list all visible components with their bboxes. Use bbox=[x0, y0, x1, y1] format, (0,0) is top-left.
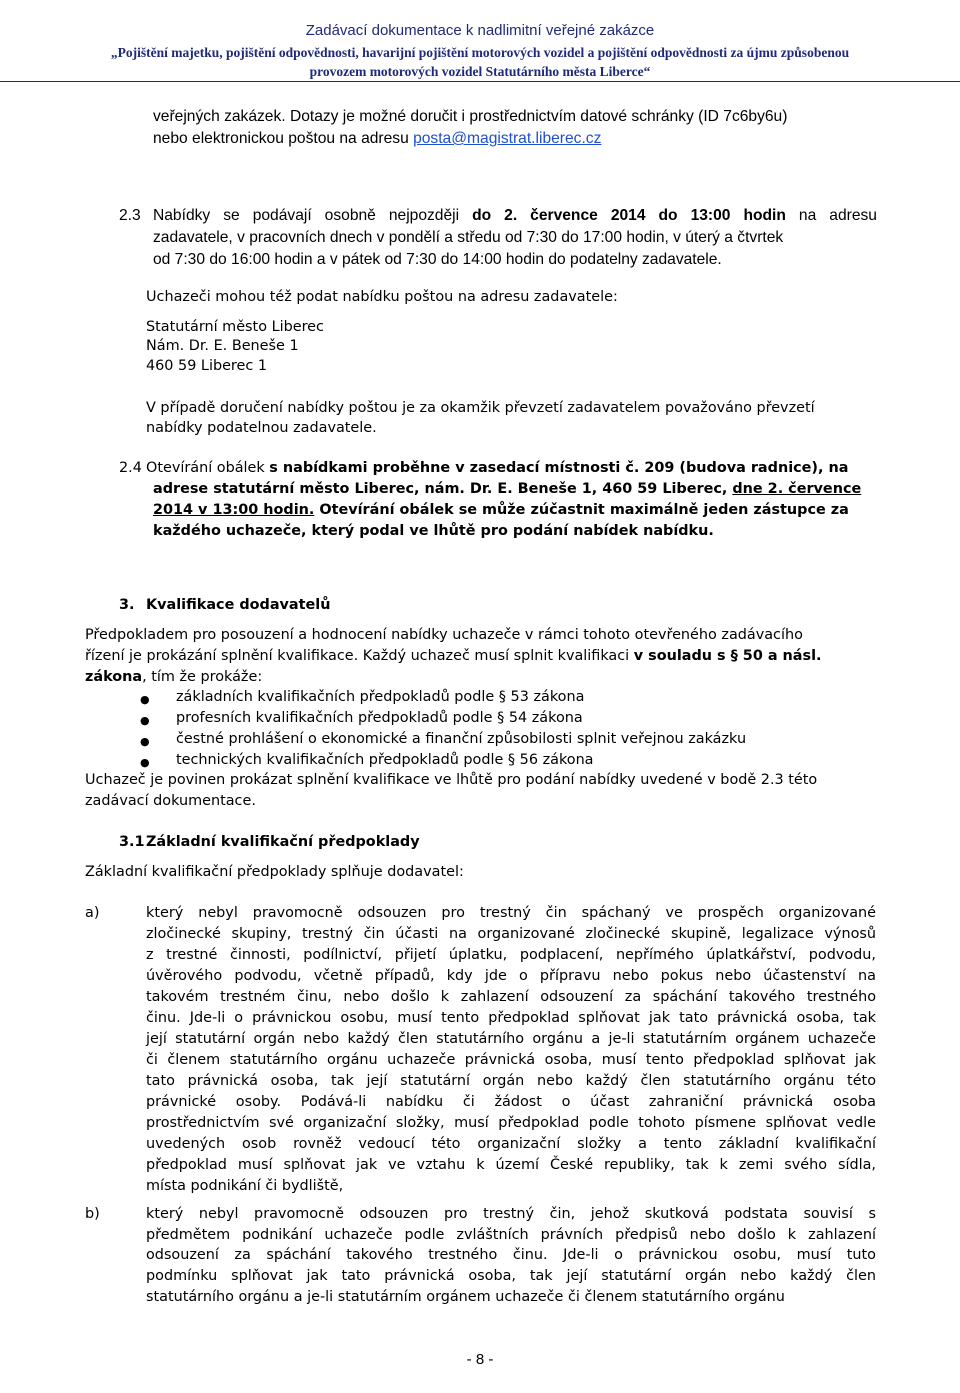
address-line1: Statutární město Liberec bbox=[146, 319, 324, 335]
bullet-item: základních kvalifikačních předpokladů podle § 53 zákona bbox=[176, 689, 585, 705]
paragraph-line: takovém trestném činu, nebo došlo k zahlazení odsouzení za spáchání takového trestného bbox=[146, 989, 876, 1005]
bullet-item: technických kvalifikačních předpokladů podle § 56 zákona bbox=[176, 752, 594, 768]
item-a-marker: a) bbox=[85, 905, 100, 921]
header-subtitle-line2: provozem motorových vozidel Statutárního města Liberce“ bbox=[309, 64, 651, 79]
header-title: Zadávací dokumentace k nadlimitní veřejné zakázce bbox=[305, 22, 655, 39]
paragraph-line: který nebyl pravomocně odsouzen pro trestný čin, jehož skutková podstata souvisí s bbox=[146, 1206, 876, 1222]
paragraph-line: její statutární orgán nebo každý člen statutárního orgánu a je-li statutárním orgánem uchazeče bbox=[146, 1031, 876, 1047]
bullet-icon: ● bbox=[140, 735, 150, 748]
paragraph-line: předmětem podnikání uchazeče podle zvláštních právních předpisů nebo došlo k zahlazení bbox=[146, 1226, 876, 1243]
paragraph-line: odsouzení za spáchání takového trestného činu. Jde-li o právnickou osobu, musí tuto bbox=[146, 1247, 876, 1264]
bullet-item: čestné prohlášení o ekonomické a finanční způsobilosti splnit veřejnou zakázku bbox=[176, 731, 747, 747]
bullet-item: profesních kvalifikačních předpokladů podle § 54 zákona bbox=[176, 710, 583, 726]
section-3-para1-line2: řízení je prokázání splnění kvalifikace. Každý uchazeč musí splnit kvalifikaci v souladu s § 50 a násl. bbox=[85, 648, 822, 664]
section-2-4-number: 2.4 bbox=[119, 460, 142, 476]
paragraph-line: činu. Jde-li o právnickou osobu, musí tento předpoklad splňovat jak tato právnická osoba, tak bbox=[146, 1010, 876, 1026]
top-para-line2: nebo elektronickou poštou na adresu posta@magistrat.liberec.cz bbox=[153, 130, 602, 147]
paragraph-line: místa podnikání či bydliště, bbox=[146, 1178, 344, 1194]
section-3-number: 3. bbox=[119, 597, 135, 613]
header-rule bbox=[0, 81, 960, 82]
address-line3: 460 59 Liberec 1 bbox=[146, 358, 268, 374]
paragraph-line: či členem statutárního orgánu uchazeče právnická osoba, musí tento předpoklad splňovat jak bbox=[146, 1052, 876, 1068]
section-3-para1-line1: Předpokladem pro posouzení a hodnocení nabídky uchazeče v rámci tohoto otevřeného zadávacího bbox=[85, 627, 803, 643]
section-3-para1-line3: zákona, tím že prokáže: bbox=[85, 669, 263, 685]
paragraph-line: zločinecké skupiny, trestný čin účasti na organizované zločinecké skupině, legalizace výnosů bbox=[146, 926, 876, 942]
section-3-1-number: 3.1 bbox=[119, 834, 145, 850]
top-para-line1: veřejných zakázek. Dotazy je možné doručit i prostřednictvím datové schránky (ID 7c6by6u) bbox=[153, 108, 788, 125]
section-2-4-line1: Otevírání obálek s nabídkami proběhne v zasedací místnosti č. 209 (budova radnice), na bbox=[146, 460, 849, 476]
section-2-3-line1: Nabídky se podávají osobně nejpozději do 2. července 2014 do 13:00 hodin na adresu bbox=[153, 207, 877, 224]
paragraph-line: úvěrového podvodu, včetně případů, kdy jde o přípravu nebo pokus nebo účastenství na bbox=[146, 968, 876, 984]
post-note-line2: nabídky podatelnou zadavatele. bbox=[146, 420, 377, 436]
item-b-marker: b) bbox=[85, 1206, 100, 1222]
paragraph-line: uvedených osob rovněž vedoucí této organizační složky a tento základní kvalifikační bbox=[146, 1136, 876, 1152]
bullet-icon: ● bbox=[140, 693, 150, 706]
paragraph-line: právnické osoby. Podává-li nabídku či žádost o účast zahraniční právnická osoba bbox=[146, 1094, 876, 1110]
paragraph-line: statutárního orgánu a je-li statutárním orgánem uchazeče či členem statutárního orgánu bbox=[146, 1288, 785, 1305]
paragraph-line: z trestné činnosti, podílnictví, přijetí úplatku, podplacení, nepřímého úplatkářství, podvodu, bbox=[146, 947, 876, 963]
page-number: - 8 - bbox=[466, 1351, 494, 1368]
paragraph-line: tato právnická osoba, tak její statutární orgán nebo každý člen statutárního orgánu této bbox=[146, 1073, 876, 1089]
post-note-line1: V případě doručení nabídky poštou je za okamžik převzetí zadavatelem považováno převzetí bbox=[146, 400, 815, 416]
paragraph-line: podmínku splňovat jak tato právnická osoba, tak její statutární orgán nebo každý člen bbox=[146, 1268, 876, 1285]
paragraph-line: který nebyl pravomocně odsouzen pro trestný čin spáchaný ve prospěch organizované bbox=[146, 905, 876, 921]
section-2-3-line3: od 7:30 do 16:00 hodin a v pátek od 7:30 do 14:00 hodin do podatelny zadavatele. bbox=[153, 251, 722, 268]
section-3-1-intro: Základní kvalifikační předpoklady splňuje dodavatel: bbox=[85, 864, 464, 880]
paragraph-line: prostřednictvím své organizační složky, musí předpoklad podle tohoto písmene splňovat vedle bbox=[146, 1115, 876, 1131]
section-3-title: Kvalifikace dodavatelů bbox=[146, 597, 331, 613]
section-2-3-line2: zadavatele, v pracovních dnech v pondělí a středu od 7:30 do 17:00 hodin, v úterý a čtvrtek bbox=[153, 229, 784, 246]
bullet-icon: ● bbox=[140, 756, 150, 769]
section-2-3-number: 2.3 bbox=[119, 207, 141, 224]
section-2-4-line2: adrese statutární město Liberec, nám. Dr. E. Beneše 1, 460 59 Liberec, dne 2. července bbox=[153, 481, 862, 497]
address-line2: Nám. Dr. E. Beneše 1 bbox=[146, 338, 299, 354]
email-link[interactable]: posta@magistrat.liberec.cz bbox=[413, 130, 602, 147]
section-2-4-line3: 2014 v 13:00 hodin. Otevírání obálek se může zúčastnit maximálně jeden zástupce za bbox=[153, 502, 849, 518]
bullet-icon: ● bbox=[140, 714, 150, 727]
section-3-para2-line2: zadávací dokumentace. bbox=[85, 793, 256, 809]
paragraph-line: předpoklad musí splňovat jak ve vztahu k území České republiky, tak k zemi svého sídla, bbox=[146, 1157, 876, 1173]
header-subtitle-line1: „Pojištění majetku, pojištění odpovědnosti, havarijní pojištění motorových vozidel a pojištění odpovědnosti za újmu způsobenou bbox=[110, 45, 850, 60]
section-3-1-title: Základní kvalifikační předpoklady bbox=[146, 834, 420, 850]
section-2-4-line4: každého uchazeče, který podal ve lhůtě pro podání nabídek nabídku. bbox=[153, 523, 714, 539]
section-3-para2-line1: Uchazeč je povinen prokázat splnění kvalifikace ve lhůtě pro podání nabídky uvedené v bodě 2.3 této bbox=[85, 772, 818, 788]
post-intro: Uchazeči mohou též podat nabídku poštou na adresu zadavatele: bbox=[146, 289, 618, 305]
